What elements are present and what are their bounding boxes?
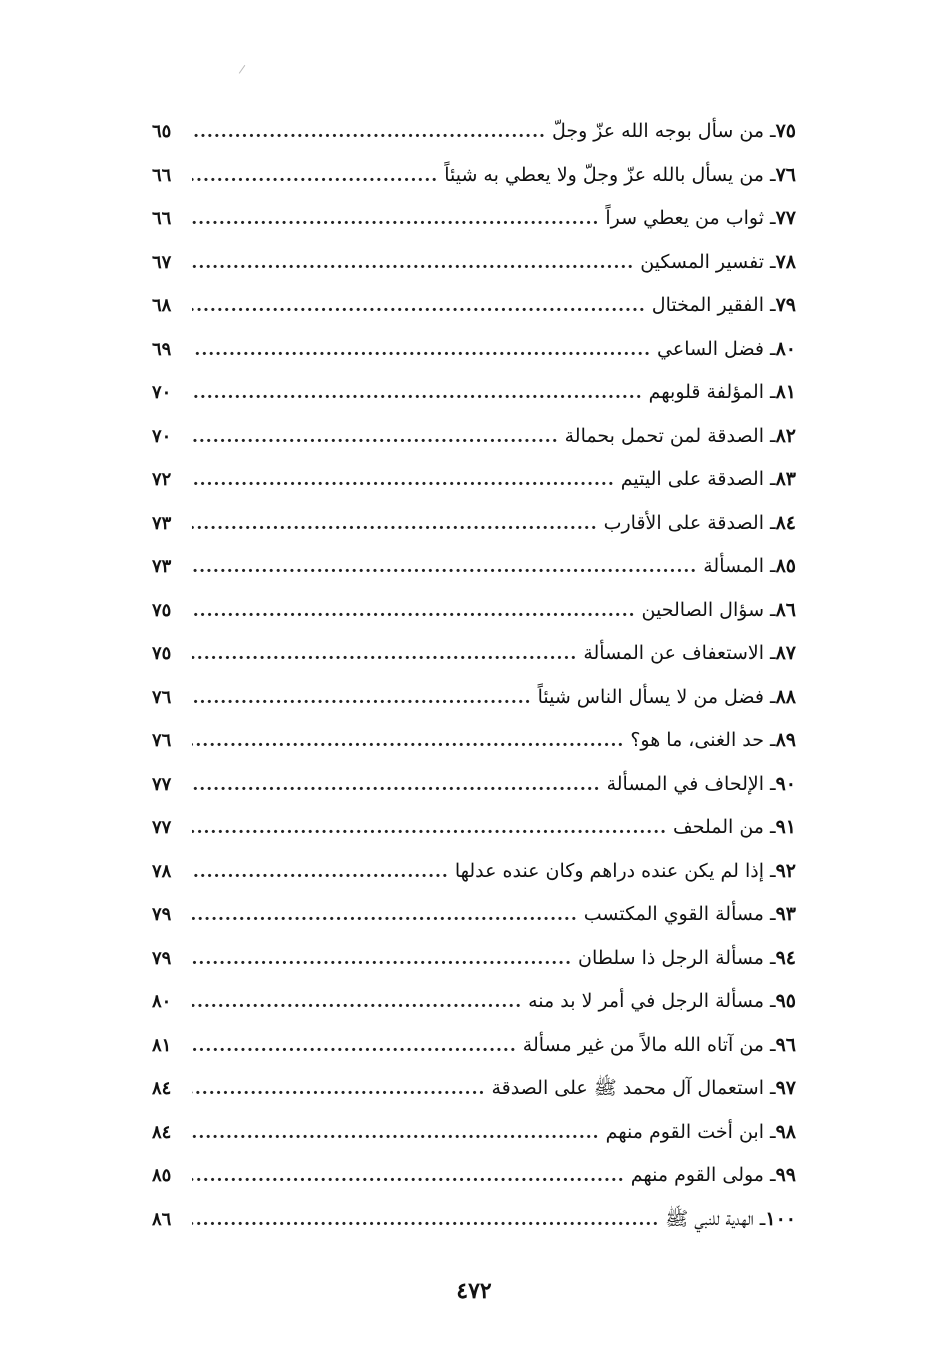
dot-leader: [192, 1155, 625, 1199]
dot-leader: [192, 981, 522, 1025]
entry-page: ٨٠: [152, 991, 172, 1012]
entry-title: المؤلفة قلوبهم: [648, 381, 764, 403]
toc-entry: ٨٣ ـ الصدقة على اليتيم ..... ٧٢: [152, 458, 796, 502]
toc-entry: ٩٥ ـ مسألة الرجل في أمر لا بد منه ..... ٨٠: [152, 980, 796, 1024]
dot-leader: [192, 416, 559, 460]
entry-title: الإلحاف في المسألة: [606, 772, 764, 795]
dot-leader: [192, 1199, 659, 1243]
dot-leader: [192, 111, 546, 155]
entry-number: ٩٥: [775, 990, 796, 1012]
toc-entry: ٨٦ ـ سؤال الصالحين ..... ٧٥: [152, 589, 796, 633]
entry-page: ٧٦: [152, 730, 172, 751]
entry-number: ٨٥: [775, 555, 796, 577]
toc-entry: ٧٦ ـ من يسأل بالله عزّ وجلّ ولا يعطي به شيئاً ..... ٦٦: [152, 154, 796, 198]
entry-title: من يسأل بالله عزّ وجلّ ولا يعطي به شيئاً: [444, 163, 764, 186]
entry-page: ٨١: [152, 1034, 172, 1056]
dot-leader: [192, 198, 599, 242]
toc-entry: ٩٢ ـ إذا لم يكن عنده دراهم وكان عنده عدلها ..... ٧٨: [152, 850, 796, 894]
entry-number: ١٠٠: [765, 1207, 796, 1230]
dot-leader: [192, 459, 615, 503]
entry-title: المسألة: [703, 555, 764, 577]
toc-entry: ٧٥ ـ من سأل بوجه الله عزّ وجلّ ..... ٦٥: [152, 110, 796, 154]
toc-entry: ٧٨ ـ تفسير المسكين ..... ٦٧: [152, 241, 796, 285]
entry-page: ٦٦: [152, 208, 172, 229]
entry-page: ٧٩: [152, 904, 172, 925]
entry-page: ٧٧: [152, 817, 172, 838]
toc-entry: ٩١ ـ من الملحف ..... ٧٧: [152, 806, 796, 850]
entry-page: ٧٩: [152, 947, 172, 969]
dot-leader: [192, 633, 577, 677]
entry-number: ٨٤: [775, 511, 796, 534]
toc-entry: ٨١ ـ المؤلفة قلوبهم ..... ٧٠: [152, 371, 796, 415]
entry-page: ٧٣: [152, 556, 172, 577]
entry-number: ٩٢: [775, 859, 796, 882]
entry-page: ٧٣: [152, 512, 172, 534]
entry-page: ٨٤: [152, 1121, 172, 1143]
dot-leader: [192, 938, 572, 982]
toc-entry: ٨٨ ـ فضل من لا يسأل الناس شيئاً ..... ٧٦: [152, 676, 796, 720]
entry-title: من آتاه الله مالاً من غير مسألة: [522, 1033, 764, 1056]
toc-entry: ٨٢ ـ الصدقة لمن تحمل بحمالة ..... ٧٠: [152, 415, 796, 459]
toc-entry: ٩٤ ـ مسألة الرجل ذا سلطان ..... ٧٩: [152, 937, 796, 981]
entry-page: ٦٩: [152, 338, 172, 360]
entry-title: ثواب من يعطي سراً: [605, 207, 764, 229]
toc-entry: ٨٩ ـ حد الغنى، ما هو؟ ..... ٧٦: [152, 719, 796, 763]
entry-title: ابن أخت القوم منهم: [605, 1120, 764, 1143]
entry-number: ٨٦: [775, 598, 796, 621]
dot-leader: [192, 590, 636, 634]
toc-entry: ٧٩ ـ الفقير المختال ..... ٦٨: [152, 284, 796, 328]
entry-title: الهدية للنبي ﷺ: [665, 1207, 754, 1230]
entry-page: ٦٨: [152, 295, 172, 316]
toc-entry: ٩٩ ـ مولى القوم منهم ..... ٨٥: [152, 1154, 796, 1198]
entry-page: ٨٦: [152, 1208, 172, 1230]
dot-leader: [192, 503, 598, 547]
entry-title: إذا لم يكن عنده دراهم وكان عنده عدلها: [454, 859, 764, 882]
toc-entry: ٩٣ ـ مسألة القوي المكتسب ..... ٧٩: [152, 893, 796, 937]
scan-mark: [239, 65, 250, 77]
entry-title: من الملحف: [673, 816, 764, 838]
entry-title: حد الغنى، ما هو؟: [630, 729, 764, 751]
entry-title: سؤال الصالحين: [641, 598, 764, 621]
entry-page: ٧٠: [152, 382, 172, 403]
toc-entry: ٨٤ ـ الصدقة على الأقارب ..... ٧٣: [152, 502, 796, 546]
entry-page: ٧٦: [152, 686, 172, 708]
dot-leader: [192, 242, 634, 286]
entry-page: ٨٥: [152, 1165, 172, 1186]
entry-title: مسألة الرجل في أمر لا بد منه: [528, 990, 764, 1012]
toc-entry: ١٠٠ ـ الهدية للنبي ﷺ ..... ٨٦: [152, 1198, 796, 1242]
entry-page: ٦٧: [152, 251, 172, 273]
entry-title: الاستعفاف عن المسألة: [583, 642, 764, 664]
dot-leader: [192, 329, 651, 373]
entry-page: ٦٥: [152, 121, 172, 142]
entry-number: ٩٨: [775, 1120, 796, 1143]
dot-leader: [192, 720, 624, 764]
entry-number: ٨٣: [775, 468, 796, 490]
entry-number: ٨٩: [775, 729, 796, 751]
entry-page: ٧٠: [152, 425, 172, 447]
entry-title: تفسير المسكين: [640, 250, 764, 273]
dot-leader: [192, 851, 449, 895]
entry-page: ٧٧: [152, 773, 172, 795]
entry-number: ٩٩: [775, 1164, 796, 1186]
entry-number: ٨٨: [775, 685, 796, 708]
entry-number: ٨٧: [775, 642, 796, 664]
entry-title: من سأل بوجه الله عزّ وجلّ: [551, 120, 764, 142]
entry-number: ٧٥: [775, 120, 796, 142]
entry-page: ٧٥: [152, 643, 172, 664]
toc-entry: ٨٥ ـ المسألة ..... ٧٣: [152, 545, 796, 589]
page-number: ٤٧٢: [456, 1278, 492, 1304]
entry-page: ٦٦: [152, 164, 172, 186]
dot-leader: [192, 285, 646, 329]
entry-page: ٧٨: [152, 860, 172, 882]
entry-number: ٨٢: [775, 424, 796, 447]
entry-number: ٩١: [775, 816, 796, 838]
entry-page: ٨٤: [152, 1078, 172, 1099]
dot-leader: [192, 764, 601, 808]
dot-leader: [192, 1068, 485, 1112]
entry-number: ٩٠: [775, 772, 796, 795]
entry-number: ٧٦: [775, 163, 796, 186]
toc-entry: ٨٠ ـ فضل الساعي ..... ٦٩: [152, 328, 796, 372]
dot-leader: [192, 807, 667, 851]
toc-entry: ٩٧ ـ استعمال آل محمد ﷺ على الصدقة ..... ٨٤: [152, 1067, 796, 1111]
dot-leader: [192, 372, 643, 416]
entry-title: استعمال آل محمد ﷺ على الصدقة: [491, 1077, 764, 1099]
dot-leader: [192, 155, 438, 199]
entry-title: الفقير المختال: [651, 294, 764, 316]
entry-title: فضل الساعي: [657, 337, 764, 360]
entry-number: ٩٧: [775, 1077, 796, 1099]
entry-title: الصدقة على الأقارب: [603, 511, 764, 534]
entry-page: ٧٥: [152, 599, 172, 621]
dot-leader: [192, 1112, 600, 1156]
entry-title: مولى القوم منهم: [630, 1164, 764, 1186]
entry-title: مسألة الرجل ذا سلطان: [578, 946, 764, 969]
toc-entry: ٨٧ ـ الاستعفاف عن المسألة ..... ٧٥: [152, 632, 796, 676]
entry-title: مسألة القوي المكتسب: [583, 903, 764, 925]
entry-number: ٩٤: [775, 946, 796, 969]
dot-leader: [192, 546, 697, 590]
entry-number: ٩٦: [775, 1033, 796, 1056]
toc-entry: ٧٧ ـ ثواب من يعطي سراً ..... ٦٦: [152, 197, 796, 241]
entry-number: ٨٠: [775, 337, 796, 360]
table-of-contents: [152, 110, 796, 1241]
entry-title: فضل من لا يسأل الناس شيئاً: [537, 685, 764, 708]
dot-leader: [192, 894, 578, 938]
entry-number: ٧٨: [775, 250, 796, 273]
entry-title: الصدقة لمن تحمل بحمالة: [564, 424, 764, 447]
entry-title: الصدقة على اليتيم: [620, 468, 764, 490]
entry-page: ٧٢: [152, 469, 172, 490]
toc-entry: ٩٦ ـ من آتاه الله مالاً من غير مسألة ..... ٨١: [152, 1024, 796, 1068]
entry-number: ٧٩: [775, 294, 796, 316]
entry-number: ٨١: [775, 381, 796, 403]
toc-entry: ٩٨ ـ ابن أخت القوم منهم ..... ٨٤: [152, 1111, 796, 1155]
toc-entry: ٩٠ ـ الإلحاف في المسألة ..... ٧٧: [152, 763, 796, 807]
entry-number: ٧٧: [775, 207, 796, 229]
dot-leader: [192, 677, 532, 721]
dot-leader: [192, 1025, 517, 1069]
entry-number: ٩٣: [775, 903, 796, 925]
